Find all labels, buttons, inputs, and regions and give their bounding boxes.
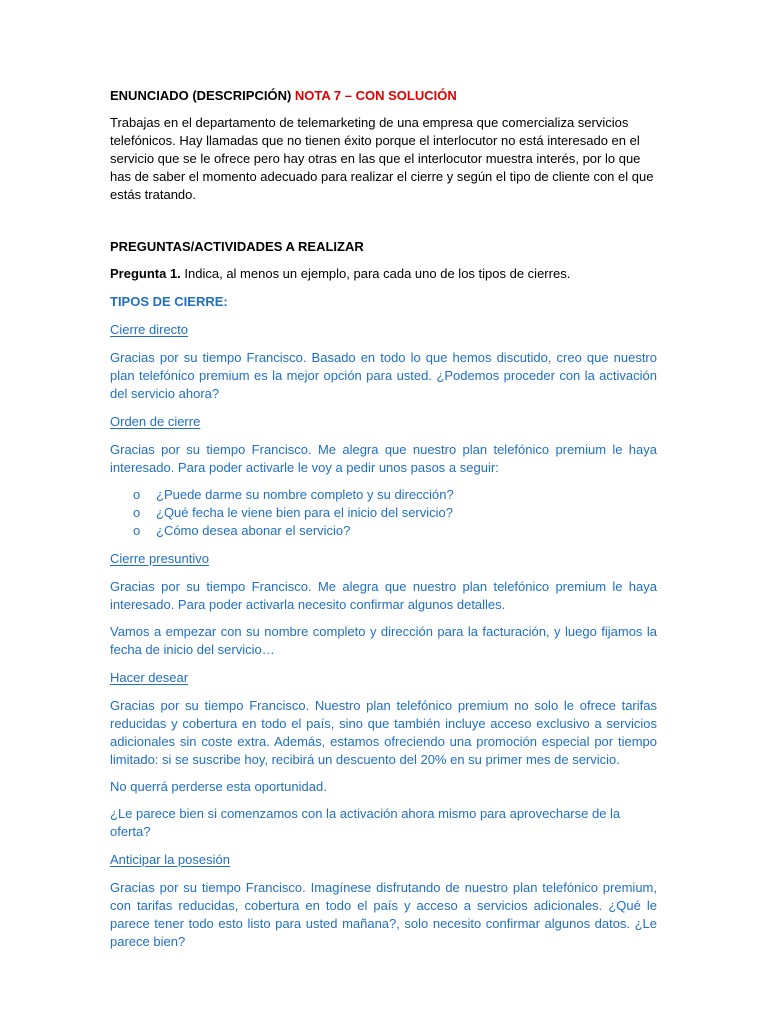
hacer-desear-text-2: No querrá perderse esta oportunidad. — [110, 779, 327, 794]
cierre-presuntivo-text-2: Vamos a empezar con su nombre completo y dirección para la facturación, y luego fijamos la fecha de inicio del servicio… — [110, 624, 657, 657]
section-title-cierre-directo — [110, 321, 657, 339]
cierre-presuntivo-link[interactable]: Cierre presuntivo — [110, 551, 209, 566]
list-item — [110, 486, 657, 504]
cierre-directo-text: Gracias por su tiempo Francisco. Basado en todo lo que hemos discutido, creo que nuestro plan telefónico premium es la mejor opción para usted. ¿Podemos proceder con la activación del servicio ahora? — [110, 350, 657, 401]
tipos-cierre-heading: TIPOS DE CIERRE: — [110, 294, 228, 309]
orden-cierre-text: Gracias por su tiempo Francisco. Me alegra que nuestro plan telefónico premium le haya interesado. Para poder activarle le voy a pedir unos pasos a seguir: — [110, 442, 657, 475]
anticipar-posesion-text: Gracias por su tiempo Francisco. Imagínese disfrutando de nuestro plan telefónico premium, con tarifas reducidas, cobertura en todo el país y acceso a servicios adicionales. ¿Qué le parece tener todo esto listo para usted mañana?, solo necesito confirmar algunos datos. ¿Le parece bien? — [110, 880, 657, 949]
preguntas-heading: PREGUNTAS/ACTIVIDADES A REALIZAR — [110, 239, 364, 254]
list-item-text: ¿Cómo desea abonar el servicio? — [156, 523, 351, 538]
circle-bullet-icon: o — [133, 487, 141, 502]
section-title-hacer-desear — [110, 669, 657, 687]
cierre-directo-link[interactable]: Cierre directo — [110, 322, 189, 337]
nota-label: NOTA 7 – CON SOLUCIÓN — [294, 88, 457, 103]
hacer-desear-text-1: Gracias por su tiempo Francisco. Nuestro plan telefónico premium no solo le ofrece tarifas reducidas y cobertura en todo el país, sino que también incluye acceso exclusivo a servicios adicionales sin coste extra. Además, estamos ofreciendo una promoción especial por tiempo limitado: si se suscribe hoy, recibirá un descuento del 20% en su primer mes de servicio. — [110, 698, 657, 767]
circle-bullet-icon: o — [133, 505, 141, 520]
list-item — [110, 504, 657, 522]
pregunta-1-text: Indica, al menos un ejemplo, para cada uno de los tipos de cierres. — [180, 266, 571, 281]
list-item-text: ¿Qué fecha le viene bien para el inicio del servicio? — [156, 505, 454, 520]
section-title-anticipar-posesion — [110, 851, 657, 869]
list-item-text: ¿Puede darme su nombre completo y su dirección? — [156, 487, 454, 502]
list-item — [110, 522, 657, 540]
anticipar-posesion-link[interactable]: Anticipar la posesión — [110, 852, 230, 867]
document-content — [110, 87, 657, 951]
cierre-presuntivo-text-1: Gracias por su tiempo Francisco. Me alegra que nuestro plan telefónico premium le haya interesado. Para poder activarla necesito confirmar algunos detalles. — [110, 579, 657, 612]
section-title-cierre-presuntivo — [110, 550, 657, 568]
hacer-desear-link[interactable]: Hacer desear — [110, 670, 189, 685]
enunciado-heading — [110, 87, 657, 105]
hacer-desear-text-3: ¿Le parece bien si comenzamos con la activación ahora mismo para aprovecharse de la oferta? — [110, 806, 621, 839]
pregunta-1 — [110, 265, 657, 283]
orden-cierre-link[interactable]: Orden de cierre — [110, 414, 201, 429]
circle-bullet-icon: o — [133, 523, 141, 538]
pregunta-1-label: Pregunta 1. — [110, 266, 181, 281]
enunciado-text: Trabajas en el departamento de telemarketing de una empresa que comercializa servicios telefónicos. Hay llamadas que no tienen éxito porque el interlocutor no está interesado en el servicio que se le ofrece pero hay otras en las que el interlocutor muestra interés, por lo que has de saber el momento adecuado para realizar el cierre y según el tipo de cliente con el que estás tratando. — [110, 115, 654, 202]
enunciado-label: ENUNCIADO (DESCRIPCIÓN) — [110, 88, 292, 103]
orden-cierre-list — [110, 486, 657, 540]
section-title-orden-cierre — [110, 413, 657, 431]
